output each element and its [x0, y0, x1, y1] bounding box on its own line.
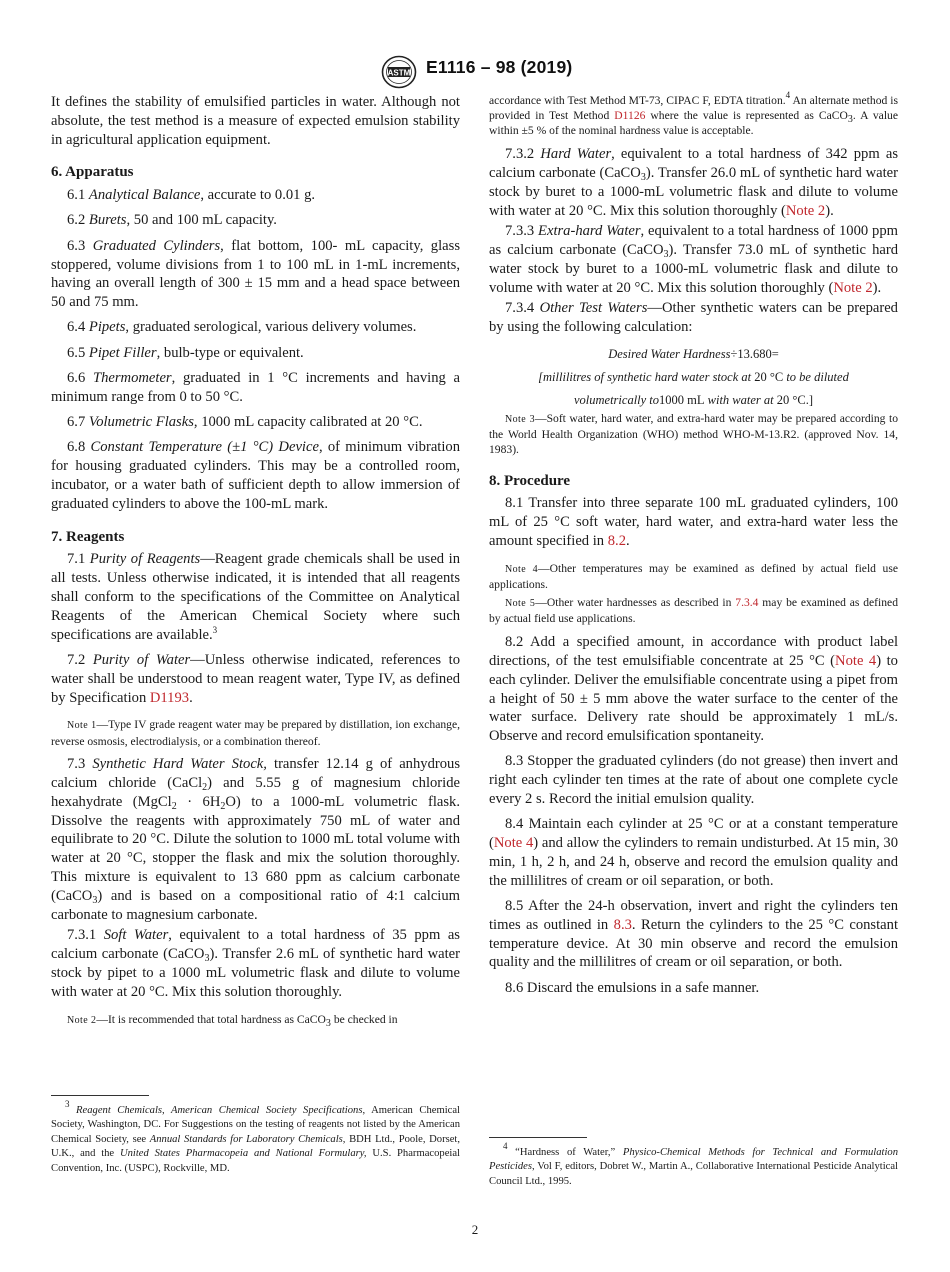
para-8-2: 8.2 Add a specified amount, in accordance with product label directions, of the test emulsifiable concentrate at 25 °C (Note 4) to each cylinder. Deliver the emulsifiable concentrate using a pipet from a height of 50 ± 5 mm above the water surface to the center of the water surface. Delivery rate should be approximately 1 mL/s. Observe and record emulsification spontaneity.: [489, 634, 898, 745]
para-6-7: 6.7 Volumetric Flasks, 1000 mL capacity calibrated at 20 °C.: [67, 414, 423, 431]
para-7-3-1: 7.3.1 Soft Water, equivalent to a total hardness of 35 ppm as calcium carbonate (CaCO$_3$). Transfer 2.6 mL of synthetic hard water stock by pipet to a 1000 mL volumetric flask and dilute to volume with water at 20 °C. Mix this solution thoroughly.: [51, 927, 460, 1000]
para-8-1: 8.1 Transfer into three separate 100 mL graduated cylinders, 100 mL of 25 °C soft water, hard water, and extra-hard water less the amount specified in 8.2.: [489, 495, 899, 550]
para-6-6: 6.6 Thermometer, graduated in 1 °C increments and having a minimum range from 0 to 50 °C.: [51, 370, 460, 405]
note-4: Note 4—Other temperatures may be examined as defined by actual field use applications.: [489, 561, 898, 592]
note-2-continued: accordance with Test Method MT-73, CIPAC F, EDTA titration.$^4$ An alternate method is provided in Test Method D1126 where the value is represented as CaCO$_3$. A value within ±5 % of the nominal hardness value is acceptable.: [489, 90, 898, 138]
para-7-3-4: 7.3.4 Other Test Waters—Other synthetic waters can be prepared by using the following calculation:: [489, 300, 898, 336]
page-header: [0, 55, 950, 89]
section-6-heading: 6. Apparatus: [51, 164, 134, 181]
document-designation: E1116 – 98 (2019): [426, 57, 573, 77]
footnote-3: $^3$ Reagent Chemicals, American Chemical Society Specifications, American Chemical Society, Washington, DC. For Suggestions on the testing of reagents not listed by the American Chemical Society, see Annual Standards for Laboratory Chemicals, BDH Ltd., Poole, Dorset, U.K., and the United States Pharmacopeia and National Formulary, U.S. Pharmacopeial Convention, Inc. (USPC), Rockville, MD.: [51, 1099, 461, 1174]
note-2: Note 2—It is recommended that total hardness as CaCO$_3$ be checked in: [67, 1012, 398, 1029]
astm-logo-icon: [381, 55, 417, 89]
para-6-1: 6.1 Analytical Balance, accurate to 0.01 g.: [67, 187, 316, 204]
para-6-8: 6.8 Constant Temperature (±1 °C) Device, of minimum vibration for housing graduated cylinders. This may be a controlled room, incubator, or a water bath of sufficient depth to allow immersion of graduated cylinders to above the 100-mL mark.: [51, 439, 460, 512]
page-number: 2: [471, 1222, 479, 1237]
footnote-4: $^4$ “Hardness of Water,” Physico-Chemical Methods for Technical and Formulation Pesticides, Vol F, editors, Dobret W., Martin A., Collaborative International Pesticide Analytical Council Ltd., 1995.: [489, 1141, 898, 1187]
note-3: Note 3—Soft water, hard water, and extra-hard water may be prepared according to the World Health Organization (WHO) method WHO-M-13.R2. (approved Nov. 14, 1983).: [489, 412, 899, 457]
left-column: [51, 93, 460, 1028]
para-6-5: 6.5 Pipet Filler, bulb-type or equivalent.: [67, 344, 304, 361]
para-6-4: 6.4 Pipets, graduated serological, various delivery volumes.: [67, 319, 417, 336]
right-column: [489, 90, 899, 998]
section-8-heading: 8. Procedure: [489, 472, 571, 489]
section-8-3-link[interactable]: 8.3: [613, 916, 632, 933]
para-6-2: 6.2 Burets, 50 and 100 mL capacity.: [67, 212, 277, 229]
note-5: Note 5—Other water hardnesses as described in 7.3.4 may be examined as defined by actual field use applications.: [489, 596, 898, 626]
d1193-link[interactable]: D1193: [149, 689, 190, 706]
para-7-3: 7.3 Synthetic Hard Water Stock, transfer 12.14 g of anhydrous calcium chloride (CaCl$_2$) and 5.55 g of magnesium chloride hexahydrate (MgCl$_2$ · $6H_2O$) to a 1000-mL volumetric flask. Dissolve the reagents with approximately 750 mL of water and equilibrate to 20 °C. Dilute the solution to 1000 mL total volume with water at 20 °C, stopper the flask and mix the solution thoroughly. This mixture is equivalent to 13 680 ppm as calcium carbonate (CaCO$_3$) and is based on a compositional ratio of 4:1 calcium carbonate to magnesium carbonate.: [51, 756, 461, 923]
footnote-rule-right: [489, 1137, 587, 1138]
note-4-link[interactable]: Note 4: [493, 835, 534, 852]
para-8-4: 8.4 Maintain each cylinder at 25 °C or at a constant temperature (Note 4) and allow the cylinders to remain undisturbed. At 15 min, 30 min, 1 h, 2 h, and 24 h, observe and record the emulsion quality and the millilitres of cream or oil separation, or both.: [489, 816, 898, 889]
para-8-6: 8.6 Discard the emulsions in a safe manner.: [505, 979, 760, 996]
d1126-link[interactable]: D1126: [614, 109, 646, 123]
svg-text:ASTM: ASTM: [387, 68, 411, 78]
equation-line-1: Desired Water Hardness÷13.680=: [608, 347, 779, 362]
para-7-3-3: 7.3.3 Extra-hard Water, equivalent to a total hardness of 1000 ppm as calcium carbonate (CaCO$_3$). Transfer 73.0 mL of synthetic hard water stock by buret to a 1000-mL volumetric flask and dilute to volume with water at 20 °C. Mix this solution thoroughly (Note 2).: [489, 223, 898, 296]
footnote-rule-left: [51, 1095, 149, 1096]
note-2-link[interactable]: Note 2: [833, 279, 873, 296]
para-7-3-2: 7.3.2 Hard Water, equivalent to a total hardness of 342 ppm as calcium carbonate (CaCO$_3$). Transfer 26.0 mL of synthetic hard water stock by buret to a 1000-mL volumetric flask and dilute to volume with water at 20 °C. Mix this solution thoroughly (Note 2).: [489, 146, 899, 219]
section-8-2-link[interactable]: 8.2: [607, 533, 626, 550]
para-7-1: 7.1 Purity of Reagents—Reagent grade chemicals shall be used in all tests. Unless otherwise indicated, it is intended that all reagents shall conform to the specifications of the Committee on Analytical Reagents of the American Chemical Society where such specifications are available.$^3$: [51, 551, 460, 643]
section-7-heading: 7. Reagents: [51, 528, 125, 545]
para-6-3: 6.3 Graduated Cylinders, flat bottom, 100- mL capacity, glass stoppered, volume divisions from 1 to 100 mL in 1-mL increments, having an overall length of 300 ± 15 mm and a head space between 50 and 75 mm.: [51, 237, 460, 311]
para-8-3: 8.3 Stopper the graduated cylinders (do not grease) then invert and right each cylinder ten times at the rate of about one complete cycle every 2 s. Record the initial emulsion quality.: [489, 753, 899, 808]
para-7-2: 7.2 Purity of Water—Unless otherwise indicated, references to water shall be understood to mean reagent water, Type IV, as defined by Specification D1193.: [51, 651, 460, 706]
note-1: Note 1—Type IV grade reagent water may be prepared by distillation, ion exchange, reverse osmosis, electrodialysis, or a combination thereof.: [51, 718, 460, 748]
intro-paragraph: It defines the stability of emulsified particles in water. Although not absolute, the test method is a measure of expected emulsion stability in agricultural application equipment.: [51, 94, 460, 148]
para-8-5: 8.5 After the 24-h observation, invert and right the cylinders ten times as outlined in 8.3. Return the cylinders to the 25 °C constant temperature device. At 30 min observe and record the emulsion quality and the millilitres of cream or oil separation, or both.: [489, 898, 898, 971]
section-7-3-4-link[interactable]: 7.3.4: [735, 596, 759, 610]
equation-line-3: volumetrically to1000 mL with water at 20 °C.]: [573, 393, 813, 408]
note-4-link[interactable]: Note 4: [835, 652, 877, 669]
note-2-link[interactable]: Note 2: [785, 202, 826, 219]
equation-line-2: [millilitres of synthetic hard water stock at 20 °C to be diluted: [538, 370, 849, 385]
